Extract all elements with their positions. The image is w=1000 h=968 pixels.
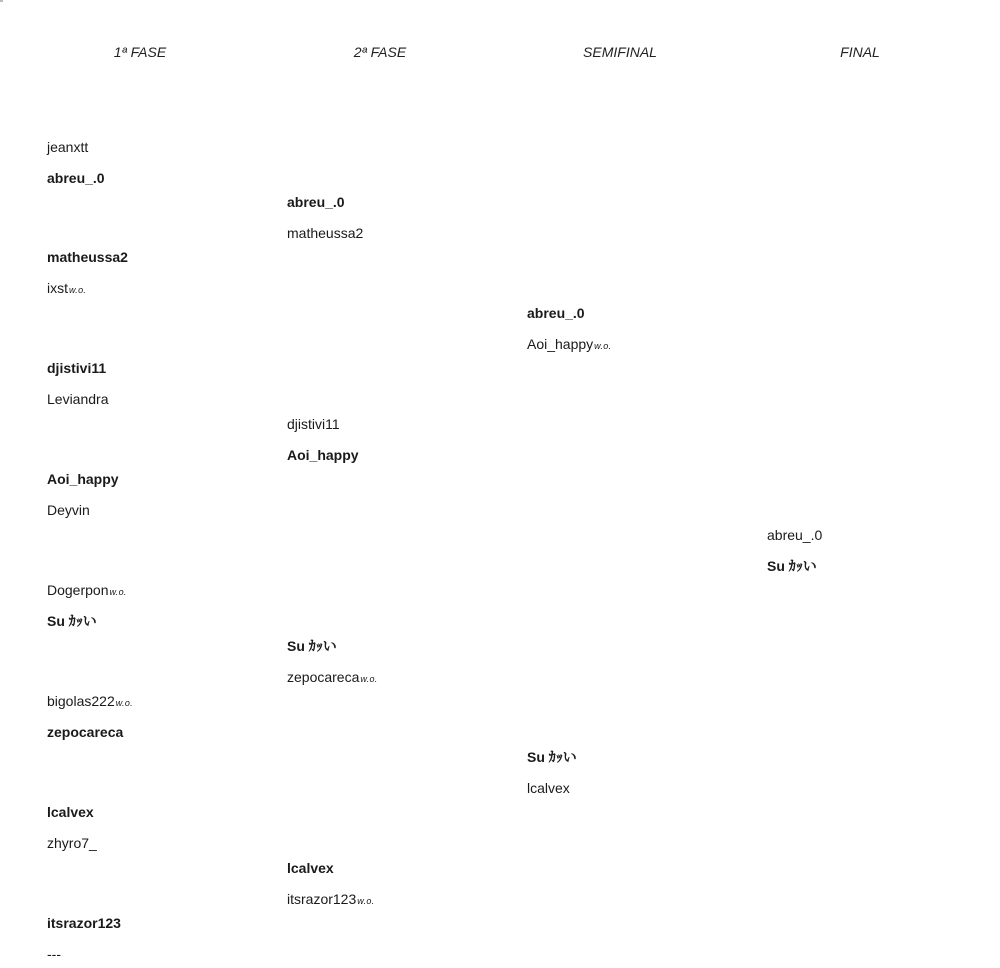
player-name: bigolas222 [47,693,115,709]
r1-match1-player1 [47,138,88,156]
player-name: Leviandra [47,391,109,407]
player-name: abreu_.0 [287,194,345,210]
player-name: matheussa2 [47,249,128,265]
round-header-semifinal: SEMIFINAL [583,44,657,60]
wo-badge: w.o. [360,674,378,684]
player-name: lcalvex [287,860,334,876]
corner-mark [0,0,3,2]
r1-match6-player1 [47,692,133,712]
r2-match2-player2 [287,446,359,464]
wo-badge: w.o. [115,698,133,708]
player-name: itsrazor123 [287,891,357,907]
r2-match2-player1 [287,415,340,433]
r1-match5-player2 [47,612,97,630]
round-header-1: 1ª FASE [113,44,167,60]
sf-match2-player2 [527,779,570,797]
player-name: Su ｶｯい [47,613,97,629]
r1-match8-player2 [47,945,61,963]
player-name: Aoi_happy [287,447,359,463]
r1-match3-player1 [47,359,106,377]
final-player1 [767,526,822,544]
sf-match1-player1 [527,304,585,322]
player-name: Su ｶｯい [287,638,337,654]
r1-match6-player2 [47,723,123,741]
player-name: lcalvex [47,804,94,820]
player-name: Aoi_happy [47,471,119,487]
player-name: jeanxtt [47,139,89,155]
player-name: zhyro7_ [47,835,97,851]
player-name: abreu_.0 [527,305,585,321]
r1-match5-player1 [47,581,127,601]
r1-match7-player2 [47,834,97,852]
wo-badge: w.o. [357,896,375,906]
wo-badge: w.o. [109,587,127,597]
wo-badge: w.o. [69,285,87,295]
round-header-final: FINAL [840,44,880,60]
player-name: djistivi11 [287,416,340,432]
player-name: ixst [47,280,68,296]
r1-match2-player1 [47,248,128,266]
r1-match3-player2 [47,390,109,408]
r2-match4-player2 [287,890,374,910]
r1-match4-player2 [47,501,90,519]
round-header-2: 2ª FASE [353,44,407,60]
r1-match2-player2 [47,279,86,299]
player-name: matheussa2 [287,225,364,241]
sf-match1-player2 [527,335,611,355]
r1-match1-player2 [47,169,105,187]
r2-match1-player2 [287,224,363,242]
r2-match1-player1 [287,193,345,211]
player-name: abreu_.0 [767,527,823,543]
sf-match2-player1 [527,748,577,766]
r2-match4-player1 [287,859,334,877]
player-name: Su ｶｯい [767,558,817,574]
r1-match8-player1 [47,914,121,932]
player-name: lcalvex [527,780,570,796]
r1-match4-player1 [47,470,119,488]
player-name: abreu_.0 [47,170,105,186]
wo-badge: w.o. [594,341,612,351]
player-name: djistivi11 [47,360,107,376]
r2-match3-player2 [287,668,378,688]
player-name: Aoi_happy [527,336,594,352]
player-name: itsrazor123 [47,915,121,931]
r2-match3-player1 [287,637,337,655]
player-name: Deyvin [47,502,90,518]
player-name: Su ｶｯい [527,749,577,765]
r1-match7-player1 [47,803,94,821]
player-name: --- [47,946,61,962]
player-name: zepocareca [47,724,124,740]
final-player2 [767,557,817,575]
player-name: zepocareca [287,669,360,685]
player-name: Dogerpon [47,582,109,598]
